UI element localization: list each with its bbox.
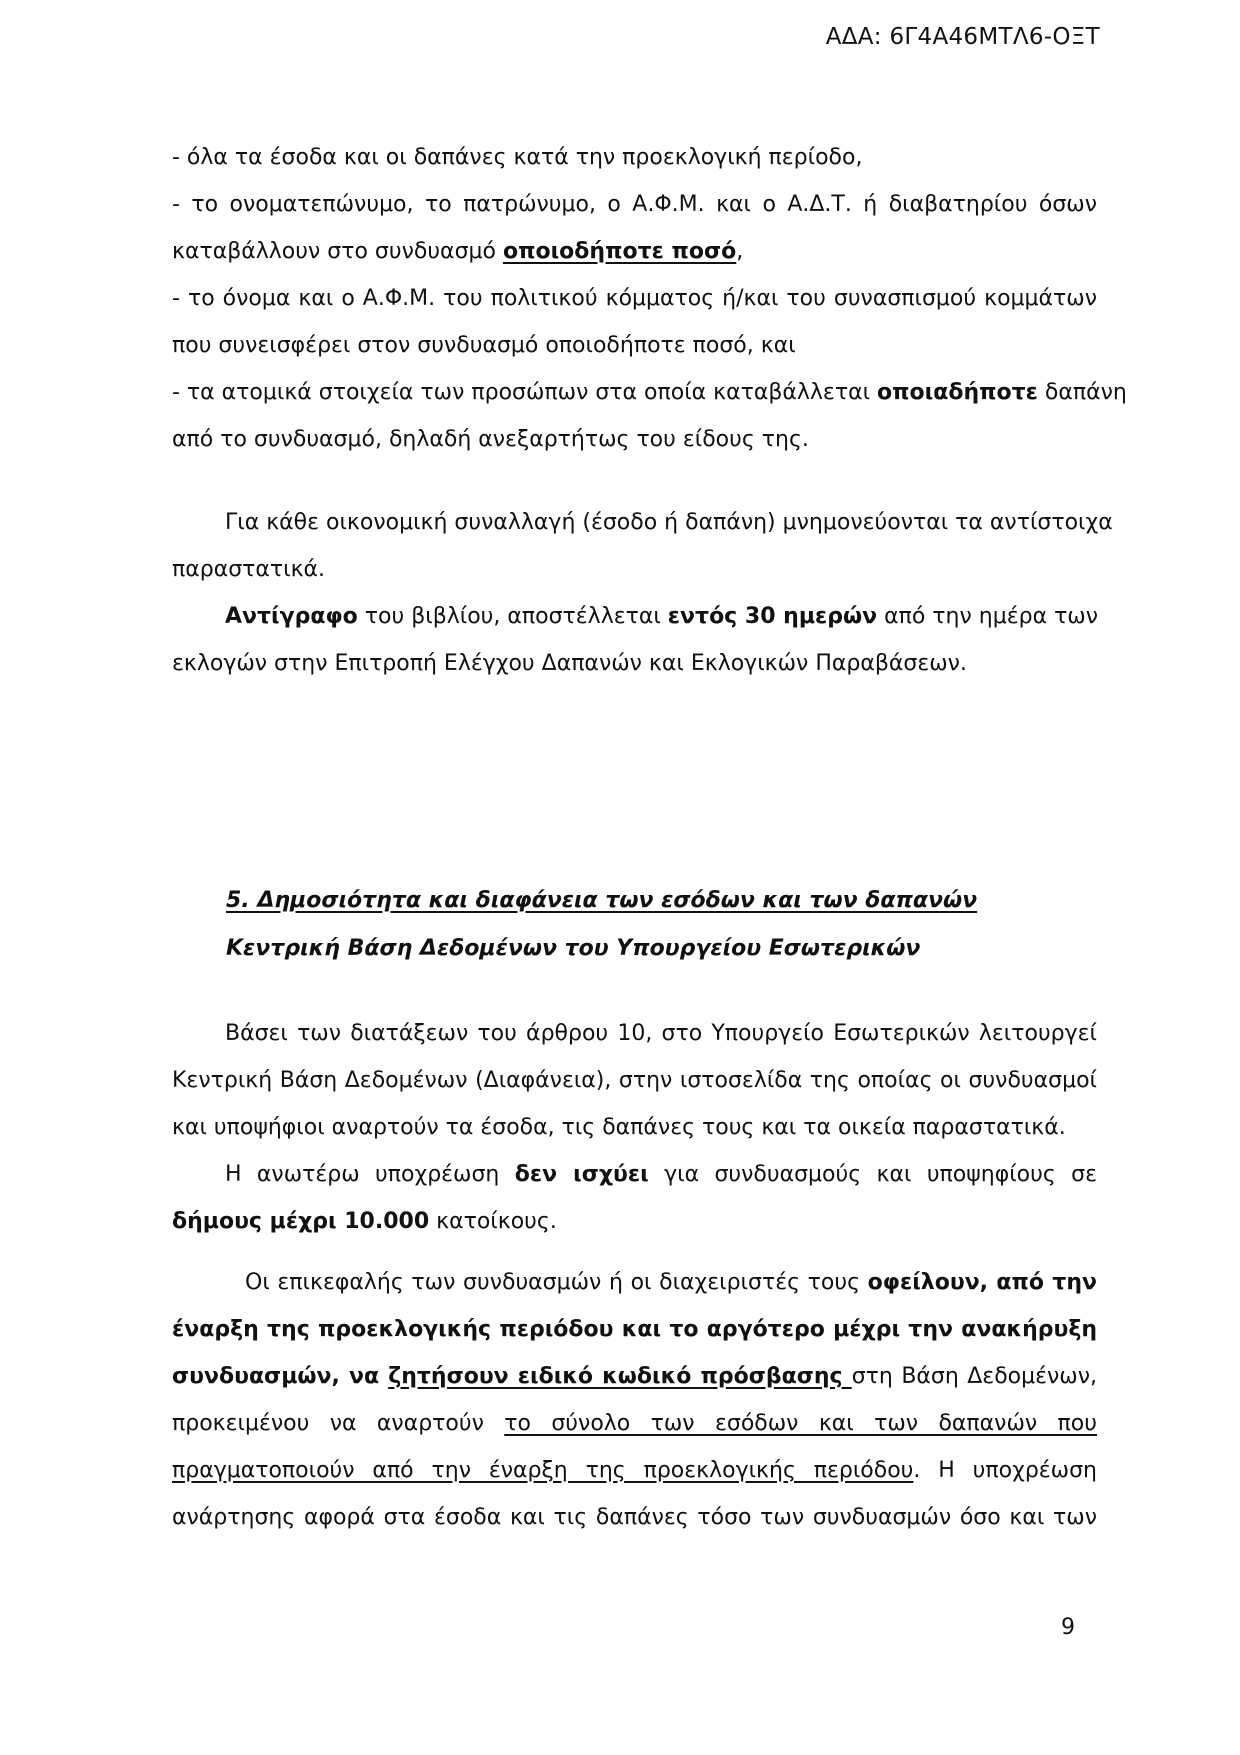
text-line — [172, 1259, 1097, 1306]
ada-code: ΑΔΑ: 6Γ4Α46ΜΤΛ6-ΟΞΤ — [825, 24, 1100, 50]
text-line — [172, 1400, 1097, 1447]
underlined-text: το σύνολο των εσόδων και των δαπανών που — [504, 1411, 1097, 1436]
text-run: Η ανωτέρω υποχρέωση — [225, 1162, 515, 1187]
text-line: - το ονοματεπώνυμο, το πατρώνυμο, ο Α.Φ.Μ. και ο Α.Δ.Τ. ή διαβατηρίου όσων — [172, 192, 1097, 217]
text-run: κατοίκους. — [429, 1209, 557, 1234]
text-line — [172, 369, 1127, 416]
text-run: δαπάνη — [1037, 380, 1127, 405]
emphasis-deadline: εντός 30 ημερών — [667, 604, 878, 629]
section-subtitle: Κεντρική Βάση Δεδομένων του Υπουργείου Εσωτερικών — [226, 936, 921, 961]
text-line: παραστατικά. — [172, 557, 326, 582]
text-line: Κεντρική Βάση Δεδομένων (Διαφάνεια), στην ιστοσελίδα της οποίας οι συνδυασμοί — [172, 1068, 1097, 1093]
emphasis-any-amount: οποιοδήποτε ποσό — [502, 239, 737, 264]
text-run: προκειμένου να αναρτούν — [172, 1411, 505, 1436]
emphasis-not-applicable: δεν ισχύει — [514, 1162, 649, 1187]
text-line: - το όνομα και ο Α.Φ.Μ. του πολιτικού κόμματος ή/και του συνασπισμού κομμάτων — [172, 286, 1097, 311]
text-line: από το συνδυασμό, δηλαδή ανεξαρτήτως του είδους της. — [172, 427, 809, 452]
text-run: καταβάλλουν στο συνδυασμό — [172, 239, 503, 264]
text-run: Οι επικεφαλής των συνδυασμών ή οι διαχειριστές τους — [245, 1270, 868, 1295]
text-line: που συνεισφέρει στον συνδυασμό οποιοδήποτε ποσό, και — [172, 333, 796, 358]
emphasis-candidacies: συνδυασμών — [172, 1364, 332, 1389]
text-line — [172, 1447, 1097, 1494]
text-line: Για κάθε οικονομική συναλλαγή (έσοδο ή δαπάνη) μνημονεύονται τα αντίστοιχα — [225, 510, 1113, 535]
emphasis-obligation: οφείλουν, από την — [867, 1270, 1097, 1295]
text-run: , — [736, 239, 744, 264]
text-line — [172, 228, 1097, 275]
emphasis-copy: Αντίγραφο — [225, 604, 358, 629]
page-number: 9 — [1061, 1615, 1075, 1640]
text-line — [172, 1198, 1097, 1245]
text-line: - όλα τα έσοδα και οι δαπάνες κατά την προεκλογική περίοδο, — [172, 145, 863, 170]
text-line: έναρξη της προεκλογικής περιόδου και το αργότερο μέχρι την ανακήρυξη — [172, 1317, 1097, 1342]
text-run: στη Βάση Δεδομένων, — [851, 1364, 1097, 1389]
emphasis-access-code: ζητήσουν ειδικό κωδικό πρόσβασης — [388, 1364, 852, 1389]
text-run: , να — [331, 1364, 389, 1389]
text-line: και υποψήφιοι αναρτούν τα έσοδα, τις δαπάνες τους και τα οικεία παραστατικά. — [172, 1115, 1066, 1140]
text-run: - τα ατομικά στοιχεία των προσώπων στα οποία καταβάλλεται — [172, 380, 878, 405]
text-run: . Η υποχρέωση — [913, 1458, 1097, 1483]
text-run: από την ημέρα των — [877, 604, 1099, 629]
text-run: για συνδυασμούς και υποψηφίους σε — [648, 1162, 1097, 1187]
section-title: 5. Δημοσιότητα και διαφάνεια των εσόδων και των δαπανών — [226, 888, 978, 913]
emphasis-municipalities: δήμους μέχρι 10.000 — [172, 1209, 430, 1234]
text-line — [172, 1151, 1097, 1198]
emphasis-any: οποιαδήποτε — [877, 380, 1038, 405]
document-body — [172, 134, 1127, 1541]
text-line — [172, 593, 1097, 640]
text-line — [172, 1353, 1097, 1400]
text-line: εκλογών στην Επιτροπή Ελέγχου Δαπανών και Εκλογικών Παραβάσεων. — [172, 651, 967, 676]
text-line: Βάσει των διατάξεων του άρθρου 10, στο Υπουργείο Εσωτερικών λειτουργεί — [225, 1021, 1097, 1046]
underlined-text: πραγματοποιούν από την έναρξη της προεκλογικής περιόδου — [172, 1458, 914, 1483]
text-line: ανάρτησης αφορά στα έσοδα και τις δαπάνες τόσο των συνδυασμών όσο και των — [172, 1505, 1097, 1530]
text-run: του βιβλίου, αποστέλλεται — [357, 604, 668, 629]
